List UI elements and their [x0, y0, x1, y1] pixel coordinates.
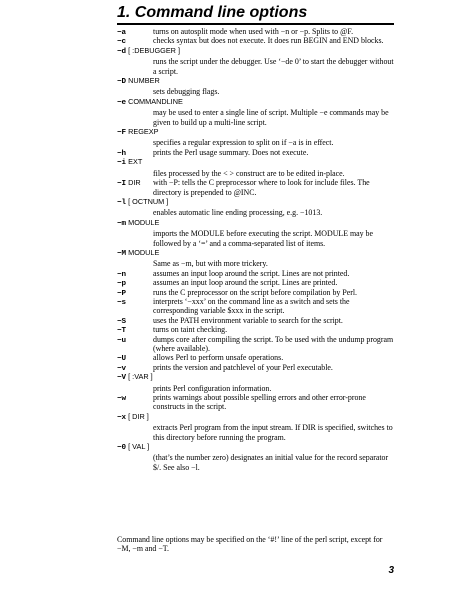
option-description: prints Perl configuration information.	[153, 383, 272, 393]
option-argument: MODULE	[128, 247, 160, 257]
option-argument: NUMBER	[128, 76, 160, 86]
option-entry	[117, 197, 394, 218]
option-entry	[117, 46, 394, 76]
option-argument: [ OCTNUM ]	[128, 196, 169, 206]
page-number: 3	[388, 565, 394, 576]
option-entry	[117, 157, 394, 178]
option-description: prints the version and patchlevel of your Perl executable.	[153, 362, 333, 372]
option-description: specifies a regular expression to split on if −a is in effect.	[153, 138, 334, 148]
option-flag: −e	[117, 98, 127, 107]
option-argument: EXT	[128, 157, 143, 167]
option-description: extracts Perl program from the input stream. If DIR is specified, switches to this directory before running the program.	[153, 423, 393, 442]
options-list	[117, 27, 394, 472]
option-entry	[117, 353, 394, 362]
option-flag: −m	[117, 219, 127, 228]
option-entry	[117, 363, 394, 372]
option-description: turns on taint checking.	[153, 325, 228, 335]
option-entry	[117, 248, 394, 269]
option-flag: −s	[117, 298, 127, 307]
option-flag: −S	[117, 317, 127, 326]
option-argument: [ DIR ]	[128, 411, 149, 421]
option-description: allows Perl to perform unsafe operations.	[153, 353, 284, 363]
option-argument: [ :DEBUGGER ]	[128, 45, 181, 55]
option-description: (that’s the number zero) designates an initial value for the record separator $/. See also −l.	[153, 453, 389, 472]
option-term	[117, 248, 394, 259]
option-entry	[117, 288, 394, 297]
option-description: Same as −m, but with more trickery.	[153, 259, 268, 269]
option-description: may be used to enter a single line of script. Multiple −e commands may be given to build up a multi-line script.	[153, 108, 389, 127]
option-term	[117, 335, 153, 346]
option-flag: −w	[117, 395, 127, 404]
option-entry	[117, 218, 394, 248]
option-term	[117, 218, 394, 229]
option-entry	[117, 325, 394, 334]
option-argument: COMMANDLINE	[128, 96, 183, 106]
option-entry	[117, 297, 394, 316]
option-term	[117, 157, 394, 168]
option-entry	[117, 76, 394, 97]
option-description: enables automatic line ending processing, e.g. −1013.	[153, 208, 323, 218]
option-entry	[117, 97, 394, 127]
option-flag: −U	[117, 355, 127, 364]
option-flag: −n	[117, 270, 127, 279]
option-flag: −F	[117, 129, 127, 138]
option-term	[117, 393, 153, 404]
option-description: uses the PATH environment variable to search for the script.	[153, 315, 343, 325]
option-term	[117, 197, 394, 208]
option-entry	[117, 27, 394, 36]
option-entry	[117, 127, 394, 148]
option-flag: −D	[117, 78, 127, 87]
option-entry	[117, 372, 394, 393]
option-entry	[117, 36, 394, 45]
option-flag: −c	[117, 38, 127, 47]
option-description: prints the Perl usage summary. Does not execute.	[153, 147, 309, 157]
option-flag: −l	[117, 198, 127, 207]
option-flag: −P	[117, 289, 127, 298]
option-entry	[117, 412, 394, 442]
option-description: turns on autosplit mode when used with −n or −p. Splits to @F.	[153, 27, 354, 36]
option-flag: −d	[117, 47, 127, 56]
option-description: runs the script under the debugger. Use ‘−de 0’ to start the debugger without a script.	[153, 57, 394, 76]
option-term	[117, 76, 394, 87]
option-flag: −T	[117, 327, 127, 336]
option-term	[117, 178, 153, 189]
option-description: files processed by the < > construct are to be edited in-place.	[153, 168, 345, 178]
option-flag: −a	[117, 29, 127, 37]
option-description: runs the C preprocessor on the script before compilation by Perl.	[153, 287, 358, 297]
option-entry	[117, 316, 394, 325]
option-entry	[117, 178, 394, 197]
option-term	[117, 97, 394, 108]
footer-note: Command line options may be specified on the ‘#!’ line of the perl script, except for −M, −m and −T.	[117, 535, 383, 554]
title-rule	[117, 23, 394, 25]
option-description: with −P: tells the C preprocessor where to look for include files. The directory is prepended to @INC.	[153, 178, 370, 197]
option-flag: −x	[117, 413, 127, 422]
option-flag: −0	[117, 444, 127, 453]
option-entry	[117, 148, 394, 157]
option-description: assumes an input loop around the script. Lines are printed.	[153, 278, 338, 288]
option-entry	[117, 393, 394, 412]
option-entry	[117, 335, 394, 354]
option-description: prints warnings about possible spelling errors and other error-prone constructs in the script.	[153, 393, 366, 412]
option-term	[117, 372, 394, 383]
option-argument: REGEXP	[128, 127, 159, 137]
option-flag: −i	[117, 159, 127, 168]
option-term	[117, 442, 394, 453]
option-description: checks syntax but does not execute. It does run BEGIN and END blocks.	[153, 36, 384, 46]
option-flag: −p	[117, 280, 127, 289]
option-flag: −v	[117, 364, 127, 373]
option-flag: −h	[117, 149, 127, 158]
option-entry	[117, 269, 394, 278]
option-description: imports the MODULE before executing the script. MODULE may be followed by a ‘=’ and a comma-separated list of items.	[153, 229, 374, 248]
option-description: interprets ‘−xxx’ on the command line as a switch and sets the corresponding variable $xxx in the script.	[153, 296, 350, 316]
option-argument: DIR	[128, 178, 141, 188]
option-term	[117, 412, 394, 423]
option-description: assumes an input loop around the script. Lines are not printed.	[153, 268, 350, 278]
option-flag: −u	[117, 336, 127, 345]
option-entry	[117, 278, 394, 287]
page-title: 1. Command line options	[117, 4, 308, 21]
option-description: sets debugging flags.	[153, 87, 220, 97]
option-flag: −I	[117, 180, 127, 189]
option-argument: [ :VAR ]	[128, 372, 153, 382]
option-term	[117, 297, 153, 308]
option-term	[117, 127, 394, 138]
option-term	[117, 46, 394, 57]
option-entry	[117, 442, 394, 472]
option-argument: [ VAL ]	[128, 442, 150, 452]
option-description: dumps core after compiling the script. To be used with the undump program (where available).	[153, 334, 394, 353]
option-argument: MODULE	[128, 217, 160, 227]
option-flag: −V	[117, 374, 127, 383]
option-flag: −M	[117, 249, 127, 258]
